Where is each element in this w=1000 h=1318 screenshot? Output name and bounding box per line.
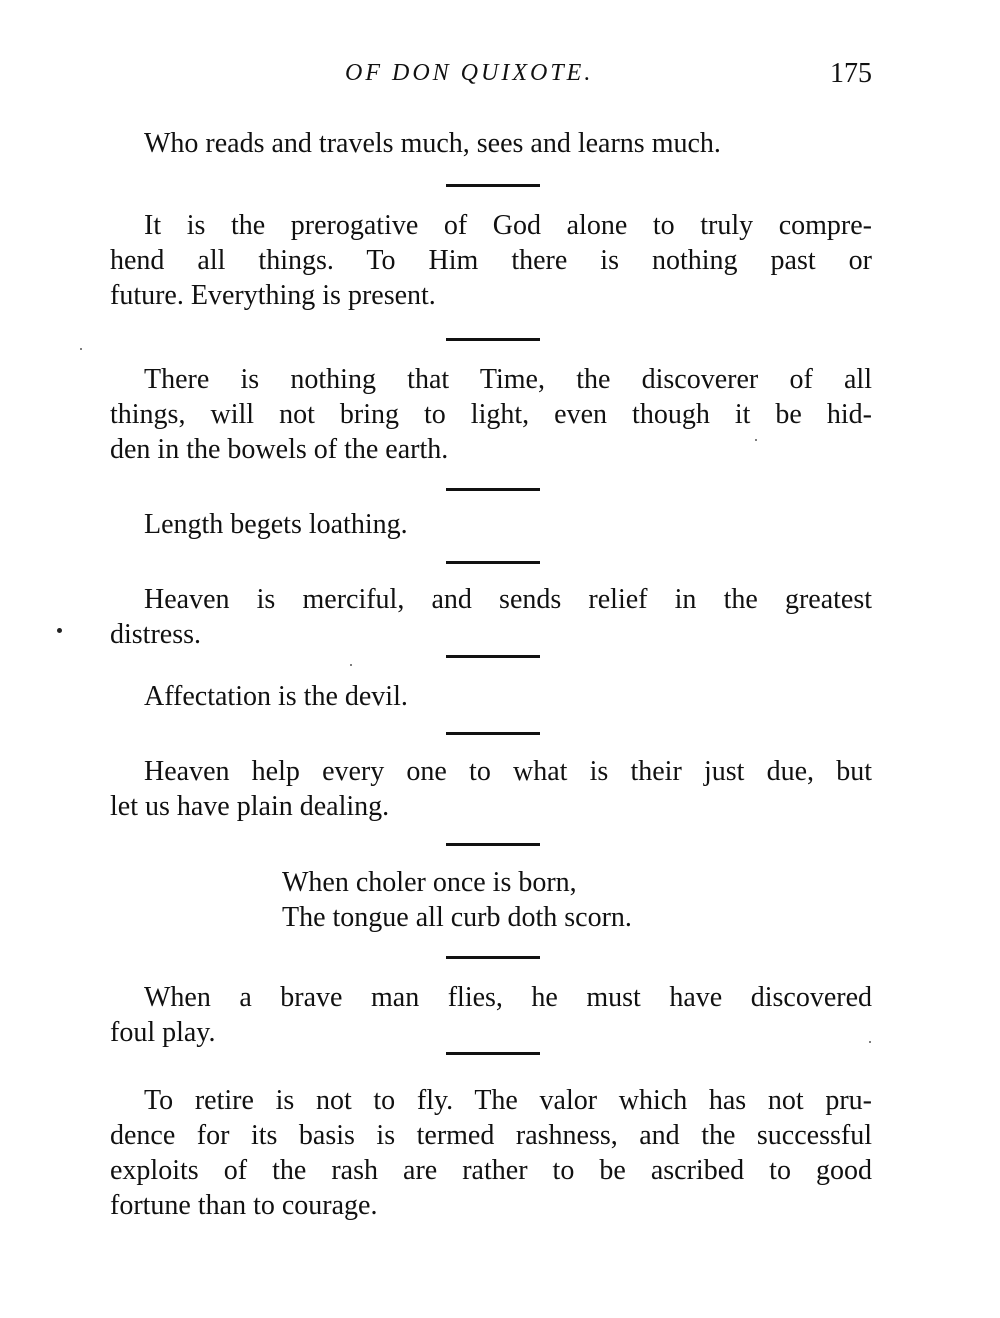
page-number: 175 [830, 58, 872, 89]
running-head [110, 58, 872, 94]
text-line: dence for its basis is termed rashness, and the successful [110, 1120, 872, 1151]
text-line: There is nothing that Time, the discoverer of all [144, 364, 872, 395]
text-line: Heaven is merciful, and sends relief in the greatest [144, 584, 872, 615]
text-line: future. Everything is present. [110, 280, 436, 311]
text-line: When a brave man flies, he must have discovered [144, 982, 872, 1013]
section-divider [446, 488, 540, 491]
text-line: Length begets loathing. [144, 509, 408, 540]
section-divider [446, 732, 540, 735]
section-divider [446, 843, 540, 846]
proverb-paragraph [110, 507, 872, 542]
text-line: fortune than to courage. [110, 1190, 378, 1221]
section-divider [446, 1052, 540, 1055]
scan-speck [57, 628, 62, 633]
text-line: den in the bowels of the earth. [110, 434, 449, 465]
proverb-paragraph [110, 679, 872, 714]
text-line: Who reads and travels much, sees and learns much. [144, 128, 721, 159]
text-line: exploits of the rash are rather to be ascribed to good [110, 1155, 872, 1186]
text-line: To retire is not to fly. The valor which has not pru- [144, 1085, 872, 1116]
section-divider [446, 338, 540, 341]
verse-line: The tongue all curb doth scorn. [282, 902, 632, 933]
verse-couplet [282, 865, 632, 935]
verse-line: When choler once is born, [282, 867, 577, 898]
proverb-paragraph [110, 1083, 872, 1223]
scan-speck [350, 664, 352, 666]
proverb-paragraph [110, 582, 872, 652]
section-divider [446, 561, 540, 564]
proverb-paragraph [110, 362, 872, 467]
proverb-paragraph [110, 980, 872, 1050]
proverb-paragraph [110, 126, 872, 161]
section-divider [446, 655, 540, 658]
text-line: distress. [110, 619, 201, 650]
text-line: foul play. [110, 1017, 216, 1048]
scan-speck [80, 348, 82, 350]
text-line: Affectation is the devil. [144, 681, 408, 712]
text-line: let us have plain dealing. [110, 791, 390, 822]
running-title: OF DON QUIXOTE. [345, 60, 594, 86]
proverb-paragraph [110, 208, 872, 313]
text-line: hend all things. To Him there is nothing past or [110, 245, 872, 276]
text-line: It is the prerogative of God alone to truly compre- [144, 210, 872, 241]
section-divider [446, 956, 540, 959]
text-line: things, will not bring to light, even though it be hid- [110, 399, 872, 430]
scan-speck [755, 439, 757, 441]
text-line: Heaven help every one to what is their just due, but [144, 756, 872, 787]
scan-speck [869, 1041, 871, 1043]
section-divider [446, 184, 540, 187]
proverb-paragraph [110, 754, 872, 824]
